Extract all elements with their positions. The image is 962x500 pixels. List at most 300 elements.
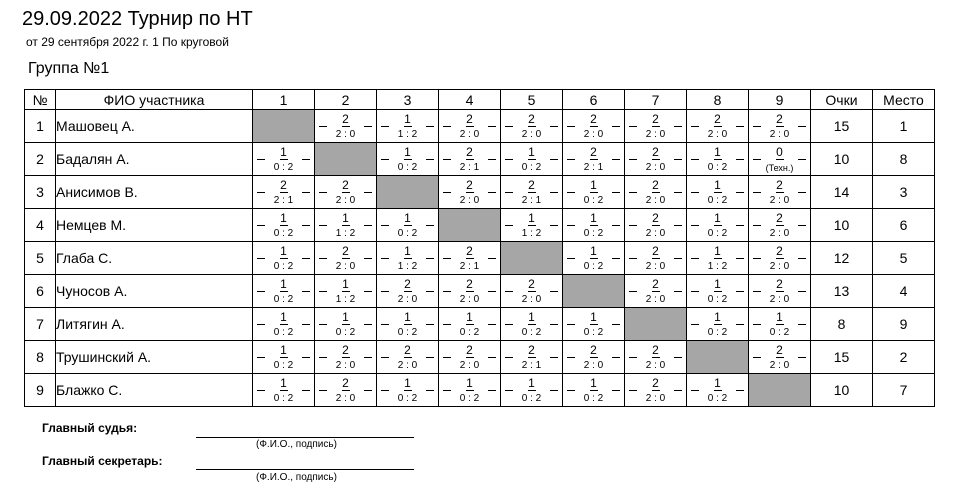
result-divider [505,159,558,161]
header-col-5: 5 [501,90,563,110]
result-cell [315,242,377,275]
points-cell: 10 [811,209,873,242]
result-points: 1 [342,310,349,324]
result-points: 0 [776,145,783,159]
result-points: 1 [528,310,535,324]
result-divider [691,291,744,293]
result-score: 1 : 2 [397,261,418,272]
result-cell [501,143,563,176]
result-cell [439,176,501,209]
place-cell: 8 [873,143,935,176]
result-cell [253,275,315,308]
participant-name: Литягин А. [56,308,253,341]
row-num: 1 [25,110,56,143]
result-cell [501,374,563,407]
result-score: 1 : 2 [335,294,356,305]
result-cell [563,308,625,341]
result-divider [381,159,434,161]
participant-name: Трушинский А. [56,341,253,374]
result-score: 0 : 2 [397,393,418,404]
result-divider [319,390,372,392]
result-divider [443,159,496,161]
result-score: 0 : 2 [521,327,542,338]
result-cell [439,143,501,176]
result-points: 2 [776,343,783,357]
result-cell [439,341,501,374]
place-cell: 9 [873,308,935,341]
result-cell [625,341,687,374]
result-points: 2 [404,277,411,291]
result-points: 2 [776,112,783,126]
result-score: 0 : 2 [707,228,728,239]
points-cell: 8 [811,308,873,341]
result-points: 1 [280,310,287,324]
result-cell [501,308,563,341]
result-cell [687,209,749,242]
result-divider [753,159,806,161]
result-divider [505,357,558,359]
result-points: 2 [342,178,349,192]
result-divider [629,192,682,194]
header-col-6: 6 [563,90,625,110]
participant-name: Немцев М. [56,209,253,242]
result-points: 1 [590,376,597,390]
result-cell [439,308,501,341]
place-cell: 2 [873,341,935,374]
result-score: 2 : 0 [645,393,666,404]
header-col-3: 3 [377,90,439,110]
points-cell: 15 [811,110,873,143]
result-score: 0 : 2 [583,195,604,206]
result-score: 0 : 2 [273,294,294,305]
result-points: 1 [280,277,287,291]
result-score: 0 : 2 [273,228,294,239]
result-cell [253,341,315,374]
result-points: 2 [528,343,535,357]
result-cell [377,209,439,242]
result-cell [377,242,439,275]
result-cell [253,374,315,407]
result-points: 2 [528,277,535,291]
result-score: 0 : 2 [707,393,728,404]
result-cell [749,209,811,242]
result-divider [629,126,682,128]
result-cell [315,374,377,407]
result-points: 2 [342,343,349,357]
result-points: 2 [528,112,535,126]
result-points: 1 [714,277,721,291]
result-score: 2 : 1 [583,162,604,173]
table-row [25,143,935,176]
result-points: 1 [404,310,411,324]
judge-label: Главный судья: [42,421,138,435]
result-score: 2 : 0 [769,261,790,272]
result-divider [567,126,620,128]
result-score: 2 : 0 [397,360,418,371]
result-cell [749,242,811,275]
row-num: 9 [25,374,56,407]
result-score: 2 : 0 [769,360,790,371]
self-cell [749,374,811,407]
result-score: 0 : 2 [273,393,294,404]
result-cell [439,275,501,308]
result-points: 2 [590,112,597,126]
self-cell [625,308,687,341]
result-score: 0 : 2 [397,162,418,173]
result-divider [257,291,310,293]
result-score: 2 : 0 [769,129,790,140]
result-cell [315,275,377,308]
row-num: 2 [25,143,56,176]
result-points: 2 [342,376,349,390]
result-score: 1 : 2 [521,228,542,239]
table-header [25,90,935,110]
self-cell [501,242,563,275]
result-divider [257,192,310,194]
result-points: 1 [404,376,411,390]
result-points: 1 [590,211,597,225]
result-points: 1 [280,343,287,357]
result-cell [687,176,749,209]
self-cell [687,341,749,374]
result-score: 2 : 0 [583,360,604,371]
result-points: 2 [404,343,411,357]
result-cell [253,242,315,275]
row-num: 4 [25,209,56,242]
results-table [24,89,935,407]
result-cell [563,341,625,374]
result-points: 1 [342,277,349,291]
table-row [25,242,935,275]
result-score: 2 : 1 [521,360,542,371]
result-cell [625,176,687,209]
result-cell [439,110,501,143]
result-cell [315,209,377,242]
result-points: 1 [342,211,349,225]
place-cell: 3 [873,176,935,209]
table-body [25,110,935,407]
result-score: 2 : 0 [769,228,790,239]
result-divider [319,291,372,293]
result-cell [315,110,377,143]
judge-signature-hint: (Ф.И.О., подпись) [256,439,337,450]
participant-name: Глаба С. [56,242,253,275]
result-divider [443,258,496,260]
page-subtitle: от 29 сентября 2022 г. 1 По круговой [26,35,229,49]
header-num: № [25,90,56,110]
result-divider [443,126,496,128]
result-cell [315,308,377,341]
result-divider [443,390,496,392]
result-divider [753,291,806,293]
result-cell [377,143,439,176]
result-divider [319,192,372,194]
result-divider [257,225,310,227]
result-cell [563,209,625,242]
result-score: 0 : 2 [273,327,294,338]
result-score: 0 : 2 [397,228,418,239]
participant-name: Блажко С. [56,374,253,407]
result-score: 0 : 2 [707,162,728,173]
result-points: 2 [466,145,473,159]
result-divider [567,258,620,260]
result-divider [319,357,372,359]
result-points: 2 [776,211,783,225]
result-divider [381,390,434,392]
result-points: 2 [776,277,783,291]
result-score: 2 : 1 [459,261,480,272]
result-points: 2 [590,145,597,159]
result-points: 1 [466,310,473,324]
result-cell [563,110,625,143]
result-score: 2 : 0 [397,294,418,305]
result-points: 2 [652,178,659,192]
result-score: 2 : 0 [335,129,356,140]
result-cell [377,110,439,143]
result-divider [567,324,620,326]
result-cell [253,143,315,176]
result-points: 1 [404,145,411,159]
result-score: 0 : 2 [273,261,294,272]
result-cell [625,374,687,407]
result-divider [629,390,682,392]
result-cell [749,341,811,374]
result-divider [567,225,620,227]
result-divider [505,192,558,194]
result-cell [563,143,625,176]
result-points: 1 [466,376,473,390]
result-points: 1 [714,178,721,192]
table-row [25,176,935,209]
result-points: 2 [466,178,473,192]
result-score: 2 : 0 [459,294,480,305]
result-points: 2 [776,244,783,258]
result-score: 0 : 2 [335,327,356,338]
result-cell [501,110,563,143]
result-cell [625,275,687,308]
header-col-7: 7 [625,90,687,110]
result-points: 1 [404,244,411,258]
result-score: 2 : 0 [769,294,790,305]
table-row [25,308,935,341]
result-score: 2 : 0 [583,129,604,140]
result-divider [691,324,744,326]
result-divider [319,324,372,326]
result-cell [687,242,749,275]
self-cell [253,110,315,143]
result-divider [319,258,372,260]
result-divider [691,225,744,227]
result-score: 0 : 2 [397,327,418,338]
result-points: 1 [714,310,721,324]
result-divider [691,159,744,161]
result-score: 2 : 0 [645,228,666,239]
result-score: 1 : 2 [397,129,418,140]
result-score: 2 : 0 [335,393,356,404]
result-cell [749,275,811,308]
header-col-9: 9 [749,90,811,110]
result-points: 2 [466,112,473,126]
result-points: 1 [714,244,721,258]
result-divider [753,225,806,227]
result-divider [257,258,310,260]
result-divider [505,390,558,392]
result-score: 2 : 0 [645,162,666,173]
result-score: 0 : 2 [583,327,604,338]
result-divider [505,225,558,227]
result-cell [439,242,501,275]
participant-name: Анисимов В. [56,176,253,209]
participant-name: Чуносов А. [56,275,253,308]
result-score: 2 : 0 [707,129,728,140]
result-divider [691,258,744,260]
result-points: 1 [404,112,411,126]
result-points: 1 [280,376,287,390]
result-points: 2 [652,211,659,225]
self-cell [315,143,377,176]
result-points: 2 [342,244,349,258]
result-points: 1 [590,244,597,258]
result-divider [629,291,682,293]
result-cell [687,275,749,308]
result-cell [253,176,315,209]
result-divider [443,291,496,293]
result-divider [629,258,682,260]
result-score: 2 : 1 [459,162,480,173]
result-divider [691,126,744,128]
result-divider [257,390,310,392]
result-score: 0 : 2 [273,162,294,173]
result-cell [625,209,687,242]
self-cell [563,275,625,308]
result-points: 1 [714,376,721,390]
header-col-1: 1 [253,90,315,110]
result-points: 2 [342,112,349,126]
result-divider [443,192,496,194]
result-divider [257,357,310,359]
result-points: 2 [776,178,783,192]
result-score: 2 : 0 [769,195,790,206]
result-divider [381,324,434,326]
self-cell [377,176,439,209]
result-divider [319,225,372,227]
result-points: 2 [466,343,473,357]
header-place: Место [873,90,935,110]
result-divider [629,225,682,227]
result-cell [687,110,749,143]
result-points: 1 [528,211,535,225]
header-col-2: 2 [315,90,377,110]
judge-signature-line [196,437,414,438]
result-divider [629,357,682,359]
result-divider [691,390,744,392]
result-score: 2 : 1 [273,195,294,206]
result-divider [753,126,806,128]
result-cell [501,341,563,374]
result-cell [377,308,439,341]
result-cell [315,341,377,374]
result-points: 1 [280,244,287,258]
result-score: 0 : 2 [769,327,790,338]
result-score: 2 : 0 [645,360,666,371]
result-points: 2 [466,277,473,291]
secretary-signature-hint: (Ф.И.О., подпись) [256,472,337,483]
result-points: 1 [280,145,287,159]
place-cell: 6 [873,209,935,242]
result-divider [381,291,434,293]
result-cell [749,308,811,341]
result-cell [439,374,501,407]
result-points: 2 [652,343,659,357]
result-points: 1 [404,211,411,225]
table-row [25,110,935,143]
result-points: 2 [652,244,659,258]
result-points: 1 [528,376,535,390]
result-divider [505,324,558,326]
result-cell [253,308,315,341]
result-score: 2 : 0 [645,261,666,272]
result-points: 1 [590,310,597,324]
result-points: 2 [652,145,659,159]
result-divider [505,126,558,128]
result-points: 1 [776,310,783,324]
result-score: 2 : 0 [645,129,666,140]
result-score: 2 : 1 [521,195,542,206]
result-points: 1 [714,211,721,225]
result-score: 1 : 2 [707,261,728,272]
result-score: 0 : 2 [521,393,542,404]
row-num: 3 [25,176,56,209]
result-points: 1 [528,145,535,159]
result-score: 1 : 2 [335,228,356,239]
secretary-signature-line [196,469,414,470]
result-divider [753,258,806,260]
result-cell [501,209,563,242]
result-score: 0 : 2 [459,393,480,404]
result-divider [753,192,806,194]
result-points: 2 [280,178,287,192]
result-points: 2 [714,112,721,126]
points-cell: 10 [811,143,873,176]
result-cell [563,242,625,275]
result-cell [687,308,749,341]
result-score: 2 : 0 [335,195,356,206]
header-points: Очки [811,90,873,110]
result-score: 2 : 0 [645,294,666,305]
result-divider [381,357,434,359]
result-score: 0 : 2 [583,261,604,272]
table-row [25,209,935,242]
result-score: 2 : 0 [459,360,480,371]
group-title: Группа №1 [28,60,110,77]
result-divider [257,324,310,326]
result-score: 0 : 2 [521,162,542,173]
result-divider [629,159,682,161]
result-cell [625,110,687,143]
result-cell [377,341,439,374]
result-points: 2 [590,343,597,357]
result-cell [501,176,563,209]
result-cell [687,143,749,176]
result-cell [625,143,687,176]
result-cell [563,374,625,407]
result-divider [753,324,806,326]
result-points: 2 [652,376,659,390]
participant-name: Бадалян А. [56,143,253,176]
result-points: 2 [652,112,659,126]
points-cell: 14 [811,176,873,209]
points-cell: 15 [811,341,873,374]
